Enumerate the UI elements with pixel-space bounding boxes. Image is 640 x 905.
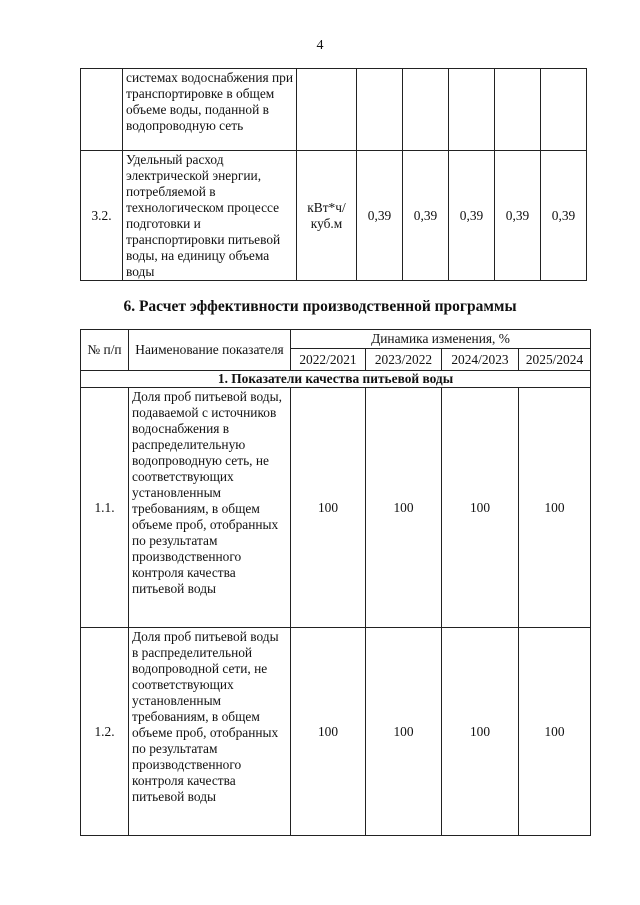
indicators-table-continued xyxy=(80,68,587,281)
value-cell: 0,39 xyxy=(357,151,403,281)
value-cell: 100 xyxy=(366,388,442,628)
value-cell: 0,39 xyxy=(403,151,449,281)
header-year: 2023/2022 xyxy=(366,349,442,371)
header-year: 2025/2024 xyxy=(519,349,591,371)
efficiency-table xyxy=(80,329,591,836)
value-cell xyxy=(403,69,449,151)
unit-cell: кВт*ч/ куб.м xyxy=(297,151,357,281)
indicator-name: Удельный расход электрической энергии, потребляемой в технологическом процессе подготовки и транспортировки питьевой воды, на единицу объема воды xyxy=(123,151,297,281)
value-cell xyxy=(449,69,495,151)
table-row xyxy=(81,628,591,836)
indicator-name: Доля проб питьевой воды в распределительной водопроводной сети, не соответствующих установленным требованиям, в общем объеме проб, отобранных по результатам производственного контроля качества питьевой воды xyxy=(129,628,291,836)
value-cell: 0,39 xyxy=(495,151,541,281)
page-number: 4 xyxy=(316,38,324,53)
value-cell: 100 xyxy=(366,628,442,836)
row-number xyxy=(81,69,123,151)
value-cell: 100 xyxy=(519,388,591,628)
header-name: Наименование показателя xyxy=(129,330,291,371)
value-cell: 0,39 xyxy=(449,151,495,281)
indicator-name: системах водоснабжения при транспортировке в общем объеме воды, поданной в водопроводную сеть xyxy=(123,69,297,151)
unit-cell xyxy=(297,69,357,151)
header-dynamics: Динамика изменения, % xyxy=(291,330,591,349)
table-row xyxy=(81,69,587,151)
header-year: 2022/2021 xyxy=(291,349,366,371)
value-cell: 100 xyxy=(442,388,519,628)
value-cell: 100 xyxy=(291,388,366,628)
group-title: 1. Показатели качества питьевой воды xyxy=(81,371,591,388)
row-number: 1.2. xyxy=(81,628,129,836)
row-number: 1.1. xyxy=(81,388,129,628)
value-cell: 100 xyxy=(442,628,519,836)
value-cell xyxy=(541,69,587,151)
value-cell: 100 xyxy=(291,628,366,836)
header-year: 2024/2023 xyxy=(442,349,519,371)
group-row xyxy=(81,371,591,388)
value-cell: 0,39 xyxy=(541,151,587,281)
value-cell xyxy=(495,69,541,151)
table-row xyxy=(81,151,587,281)
table-row xyxy=(81,388,591,628)
row-number: 3.2. xyxy=(81,151,123,281)
value-cell xyxy=(357,69,403,151)
header-row xyxy=(81,330,591,349)
section-title: 6. Расчет эффективности производственной программы xyxy=(123,298,517,315)
value-cell: 100 xyxy=(519,628,591,836)
indicator-name: Доля проб питьевой воды, подаваемой с источников водоснабжения в распределительную водопроводную сеть, не соответствующих установленным требованиям, в общем объеме проб, отобранных по результатам производственного контроля качества питьевой воды xyxy=(129,388,291,628)
header-num: № п/п xyxy=(81,330,129,371)
